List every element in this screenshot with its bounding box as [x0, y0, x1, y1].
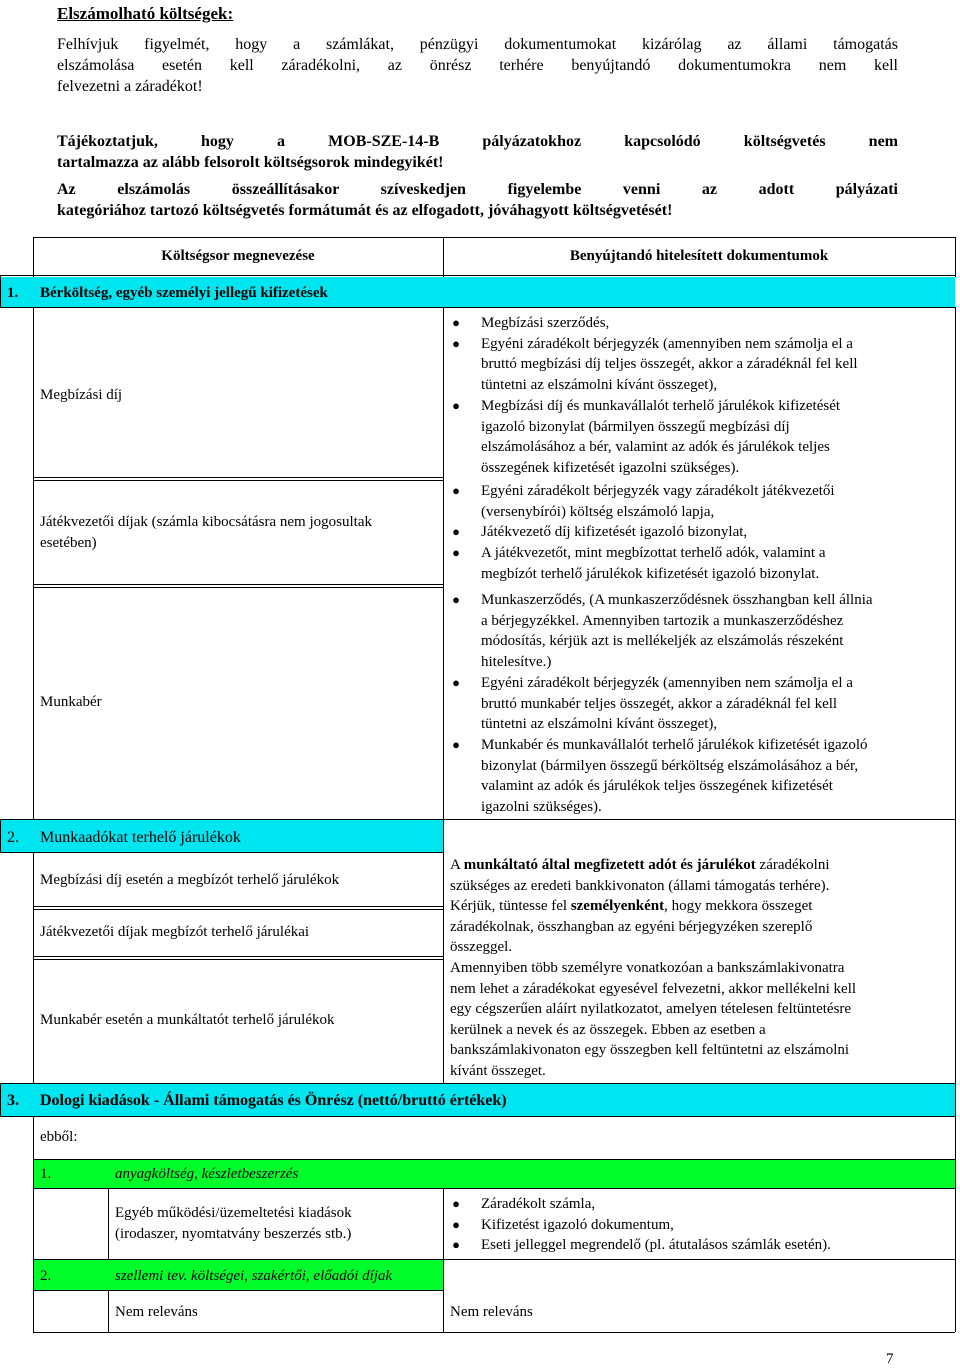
label-line: Játékvezetői díjak (számla kibocsátásra nem jogosultak — [40, 514, 372, 530]
text-line: összeggel. — [450, 939, 513, 956]
sub1-title: anyagköltség, készletbeszerzés — [115, 1166, 299, 1182]
sec2-title: Munkaadókat terhelő járulékok — [40, 829, 241, 846]
sub1-number: 1. — [40, 1166, 52, 1182]
docs-list-jatekvezetoi-dijak — [447, 481, 952, 585]
notice-line: Az elszámolás összeállításakor szíveskedjen figyelembe venni az adott pályázati — [57, 181, 898, 198]
intro-line: felvezetni a záradékot! — [57, 78, 203, 95]
intro-line: elszámolása esetén kell záradékolni, az önrész terhére benyújtandó dokumentumokra nem kell — [57, 57, 898, 74]
list-item: ● Munkabér és munkavállalót terhelő járulékok kifizetését igazoló bizonylat (bármilyen összegű bérköltség elszámolásához a bér, valamint az adók és járulékok teljes összegének kifizetését igazolni szükséges). — [447, 735, 952, 818]
list-item: ● Záradékolt számla, — [447, 1194, 952, 1215]
list-item: ● Játékvezető díj kifizetését igazoló bizonylat, — [447, 522, 952, 543]
row-label-megbizasi-jarulek: Megbízási díj esetén a megbízót terhelő járulékok — [40, 872, 340, 888]
page-number: 7 — [886, 1351, 894, 1367]
sub2-right-value: Nem releváns — [450, 1304, 533, 1320]
sub2-left-value: Nem releváns — [115, 1304, 198, 1320]
label-line: esetében) — [40, 535, 97, 551]
bullet-icon: ● — [452, 483, 460, 498]
text-line: szükséges az eredeti bankkivonaton (állami támogatás terhére). — [450, 877, 830, 894]
bullet-icon: ● — [452, 736, 460, 752]
label-line: Egyéb működési/üzemeltetési kiadások — [115, 1205, 352, 1221]
row-label-egyeb-mukodesi — [115, 1203, 352, 1245]
sec3-number: 3. — [7, 1092, 19, 1109]
ebbol-label: ebből: — [40, 1129, 78, 1145]
bullet-icon: ● — [452, 524, 460, 540]
bullet-icon: ● — [452, 1237, 460, 1253]
docs-list-munkaber — [447, 590, 952, 818]
list-item: ● A játékvezetőt, mint megbízottat terhelő adók, valamint a megbízót terhelő járulékok kifizetését igazoló bizonylat. — [447, 543, 952, 584]
docs-list-megbizasi-dij — [447, 313, 952, 479]
list-item: ● Egyéni záradékolt bérjegyzék (amennyiben nem számolja el a bruttó megbízási díj teljes összegét, akkor a záradéknál fel kell tüntetni az elszámolni kívánt összeget), — [447, 334, 952, 396]
sec2-docs-text — [450, 855, 950, 1082]
row-label-munkaber: Munkabér — [40, 694, 102, 710]
text-line: bankszámlakivonaton egy összegben kell feltüntetni az elszámolni — [450, 1042, 850, 1059]
text-line: Kérjük, tüntesse fel személyenként, hogy mekkora összeget — [450, 898, 813, 915]
sec1-number: 1. — [7, 285, 19, 301]
text-line: egy cégszerűen aláírt nyilatkozatot, amelyen tételesen feltüntetésre — [450, 1001, 852, 1018]
list-item: ● Munkaszerződés, (A munkaszerződésnek összhangban kell állnia a bérjegyzékkel. Amennyiben tartozik a munkaszerződéshez módosítás, kérjük azt is mellékeljék az elszámolás részeként hitelesítve.) — [447, 590, 952, 673]
bullet-icon: ● — [452, 397, 460, 413]
list-item: ● Egyéni záradékolt bérjegyzék vagy záradékolt játékvezetői (versenybírói) költség elszámoló lapja, — [447, 481, 952, 522]
label-line: (irodaszer, nyomtatvány beszerzés stb.) — [115, 1226, 352, 1242]
list-item: ● Eseti jelleggel megrendelő (pl. átutalásos számlák esetén). — [447, 1235, 952, 1256]
sec2-number: 2. — [7, 829, 19, 846]
list-item: ● Megbízási díj és munkavállalót terhelő járulékok kifizetését igazoló bizonylat (bármilyen összegű megbízási díj elszámolásához a bér, valamint az adók és járulékok teljes összegének kifizetését igazolni szükséges). — [447, 396, 952, 479]
text-line: nem lehet a záradékokat egyesével felvezetni, akkor mellékelni kell — [450, 980, 857, 997]
bullet-icon: ● — [452, 335, 460, 351]
text-line: A munkáltató által megfizetett adót és járulékot záradékolni — [450, 857, 830, 873]
bullet-icon: ● — [452, 592, 460, 607]
row-label-jatekvezetoi-jarulek: Játékvezetői díjak megbízót terhelő járulékai — [40, 924, 310, 940]
text-line: kívánt összeget. — [450, 1062, 546, 1079]
bullet-icon: ● — [452, 1216, 460, 1232]
bullet-icon: ● — [452, 1196, 460, 1211]
row-label-jatekvezetoi-dijak — [40, 512, 440, 554]
bullet-icon: ● — [452, 674, 460, 690]
notice-paragraph — [57, 131, 898, 221]
text-line: záradékolnak, összhangban az egyéni bérjegyzéken szereplő — [450, 918, 813, 935]
col2-header: Benyújtandó hitelesített dokumentumok — [569, 248, 829, 264]
sub2-title: szellemi tev. költségei, szakértői, előadói díjak — [115, 1268, 393, 1284]
bullet-icon: ● — [452, 315, 460, 330]
text-line: Amennyiben több személyre vonatkozóan a bankszámlakivonatra — [450, 959, 845, 976]
list-item: ● Megbízási szerződés, — [447, 313, 952, 334]
bullet-icon: ● — [452, 545, 460, 561]
section-title: Elszámolható költségek: — [57, 4, 234, 23]
sub2-number: 2. — [40, 1268, 52, 1284]
list-item: ● Kifizetést igazoló dokumentum, — [447, 1215, 952, 1236]
row-label-munkaber-jarulek: Munkabér esetén a munkáltatót terhelő járulékok — [40, 1012, 335, 1028]
notice-line: tartalmazza az alább felsorolt költségsorok mindegyikét! — [57, 154, 444, 171]
sec1-title: Bérköltség, egyéb személyi jellegű kifizetések — [40, 285, 328, 301]
notice-line: kategóriához tartozó költségvetés formátumát és az elfogadott, jóváhagyott költségvetését! — [57, 202, 673, 219]
text-line: kerülnek a nevek és az összegek. Ebben az esetben a — [450, 1021, 766, 1038]
intro-line: Felhívjuk figyelmét, hogy a számlákat, pénzügyi dokumentumokat kizárólag az állami támogatás — [57, 36, 898, 53]
notice-line: Tájékoztatjuk, hogy a MOB-SZE-14-B pályázatokhoz kapcsolódó költségvetés nem — [57, 133, 898, 150]
intro-paragraph — [57, 34, 898, 97]
sec3-title: Dologi kiadások - Állami támogatás és Önrész (nettó/bruttó értékek) — [40, 1092, 507, 1109]
col1-header: Költségsor megnevezése — [161, 248, 315, 264]
docs-list-dologi — [447, 1194, 952, 1256]
list-item: ● Egyéni záradékolt bérjegyzék (amennyiben nem számolja el a bruttó munkabér teljes összegét, akkor a záradéknál fel kell tüntetni az elszámolni kívánt összeget), — [447, 673, 952, 735]
row-label-megbizasi-dij: Megbízási díj — [40, 387, 123, 403]
